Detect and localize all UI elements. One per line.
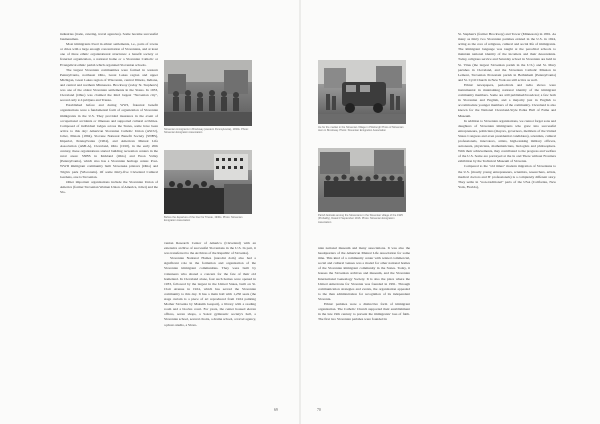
left-page-column-1 (60, 32, 158, 404)
left-page-column-2 (164, 241, 256, 401)
photo-liner-departure (164, 150, 252, 214)
gutter (299, 0, 301, 424)
paragraph: Ethnic newspapers, periodicals and radio shows were instrumental in maintaining national identity of the immigrant community members. Some are still published/broadcast; a few both in Slovenian and English, and a majority just in English to accommodate younger members of the community. Cleveland is also known for the National Cleveland-Style Polka Hall of Fame and Museum. (458, 82, 556, 118)
right-page-column-1 (318, 246, 410, 402)
paragraph: Other important organizations include the Slovenian Union of America (former Slovenian Women Union of America, Joliet) and the Slo- (60, 179, 158, 194)
page-number-right: 70 (317, 408, 321, 412)
paragraph: Ethnic parishes were a distinctive form of immigrant organization. The Catholic Church supported their establishment in the late 19th century to prevent the immigrants' loss of faith. The first two Slovenian parishes were founded in (318, 302, 410, 322)
paragraph: Slovenian National Homes (narodni dom) also had a significant role in the formation and organization of the Slovenian immigrant communities. They were built by volunteers who shared a concern for the fate of their old homeland. In Cleveland alone, four such homes were opened in 1933, followed by the largest in the United States, built on St. Clair Avenue in 1924, which has served the Slovenian community to this day. It has a main hall with 1,250 seats (the stage curtain is a piece of art reproduced from 1924 painting Mother Slovenia by Maksim Gaspari), a library with a reading room and a biocles court. For years, the center housed eleven offices, seven shops, a Sokol gymnastic society's hall, a Slovenian school, several choirs, a drama school, a travel agency, a photo studio, a Slove- (164, 256, 256, 327)
paragraph: In addition to Slovenian organizations, we cannot forget sons and daughters of Slovenian immigrants who grew into successful entrepreneurs, politicians (mayors, governors, members of the United States Congress and even presidential candidates), scientists, cultural professionals, innovators, artists, high-ranking military officers, astronauts, physicians, mathematicians, biologists and philosophers. With their achievements, they contributed to the progress and welfare of the U.S. Some are portrayed at the Ia ond There without Frontiers exhibition by the Technical Museum of Slovenia. (458, 118, 556, 164)
photo-liner-caption: Before the departure of the liner for Trieste, 1930s. Photo: Slovenian Emigration Association (164, 216, 243, 223)
paragraph: The largest Slovenian communities were formed in western Pennsylvania, northeast Ohio, Great Lakes region and upper Michigan, Great Lakes region of Wisconsin, central Illinois, Indiana, and central and northern Minnesota. Brockway (today St. Stephen's) was one of the oldest Slovenian settlements in the States. In 1933, Cleveland (Ohio) was claimed the third largest "Slovenian city", second only to Ljubljana and Trieste. (60, 67, 158, 103)
paragraph: industries (trade, catering, travel agencies). Some became successful businessmen. (60, 32, 158, 42)
paragraph: St. Stephen's (former Brockway) and Tower (Minnesota) in 1891. As many as thirty two Slovenian parishes existed in the U.S. in 1924, acting as the core of religious, cultural and social life of immigrants. The immigrant language was taught at the parochial schools to maintain national identity of the incomers and their descendants. Today, religious service and Saturday school in Slovenian are held in St. Vitus (the largest Slovenian parish in the U.S.) and St. Mary parishes in Cleveland, and the Slovenian Catholic Mission in Lemont, Slovenian Protestant parish in Bethlehem (Pennsylvania) and St. Cyril Church in New York are still active as well. (458, 32, 556, 82)
paragraph: Established before and during WWI, fraternal benefit organizations were a fundamental form of organization of Slovenian immigrants in the U.S. They provided insurance in the event of occupational accidents or illnesses and supported cultural activities. Composed of individual lodges across the States, some have been active to this day: American Slovenian Catholic Union (ASCU), Joliet, Illinois (1894), Slovene National Benefit Society (SNBS), Imperial, Pennsylvania (1904), and American Mutual Life Association (AMLA), Cleveland, Ohio (1910), in the early 20th century, these organizations started building recreation centers in the rural areas: SNBS in Kirkland (Ohio) and Enon Valley (Pennsylvania), which also has a Slovenian heritage center. Post-WWII immigrant community built Slovenska pristava (Ohio) and Triglav park (Wisconsin). Of some thirty-five Cleveland Cultural Gardens, one is Slovenian. (60, 103, 158, 179)
photo-festival-caption: Parish festivals among the Slovenians in the Slovenian village of the 1925 (Probably), Dated 3 September 1916. Photo: Slovenian Emigration Association (318, 214, 403, 224)
photo-parish-festival-image (318, 148, 406, 212)
photo-brockway-caption: Slovenian immigrants in Brockway (western Pennsylvania), 1930s. Photo: Slovenian Emigration Association (164, 128, 249, 135)
photo-village-caption: Ice for the market in the Slovenian Village in Pittsburgh Photo of Slovenian town in Brockway. Photo: Slovenian Emigration Association (318, 126, 404, 133)
paragraph: venian Research Center of America (Cleveland) with an extensive archive of successful Slovenians in the U.S. In part, it was transferred to the Archives of the Republic of Slovenia). (164, 241, 256, 256)
paragraph: nian national museum and many associations. It was also the headquarters of the American Mutual Life Association for some time. This kind of a community center with related commercial, social and cultural venues was a model for other national homes of the Slovenian immigrant community in the States. Today, it houses the Slovenian archives and museum, and the Slovenian International Genealogy Society. It is also the place where the United Americans for Slovenia was founded in 1991. Through communication strategies and events, the organization appealed to the then administration for recognition of its independent Slovenia. (318, 246, 410, 301)
paragraph: Compared to the "old times" modern migration of Slovenians to the U.S. (mostly young entrepreneurs, scientists, researchers, artists, medical doctors and IT professionals) is a completely different story. They settle in "non-traditional" parts of the USA (California, New York, Florida), (458, 164, 556, 189)
paragraph: Most immigrants lived in ethnic settlements, i.e., parts of towns or cities with a large enough concentration of Slovenians, and at least one of three ethnic organizational structures: a benefit society or fraternal organization, a national home or a Slovenian Catholic or Evangelical ethnic parish which organized Slovenian schools. (60, 42, 158, 67)
page-number-left: 69 (274, 408, 278, 412)
photo-brockway-immigrants-image (164, 60, 252, 126)
photo-brockway-immigrants (164, 60, 252, 126)
photo-parish-festival (318, 148, 406, 212)
photo-liner-departure-image (164, 150, 252, 214)
photo-slovenian-village-image (318, 60, 406, 124)
photo-slovenian-village (318, 60, 406, 124)
right-page-column-2 (458, 32, 556, 404)
